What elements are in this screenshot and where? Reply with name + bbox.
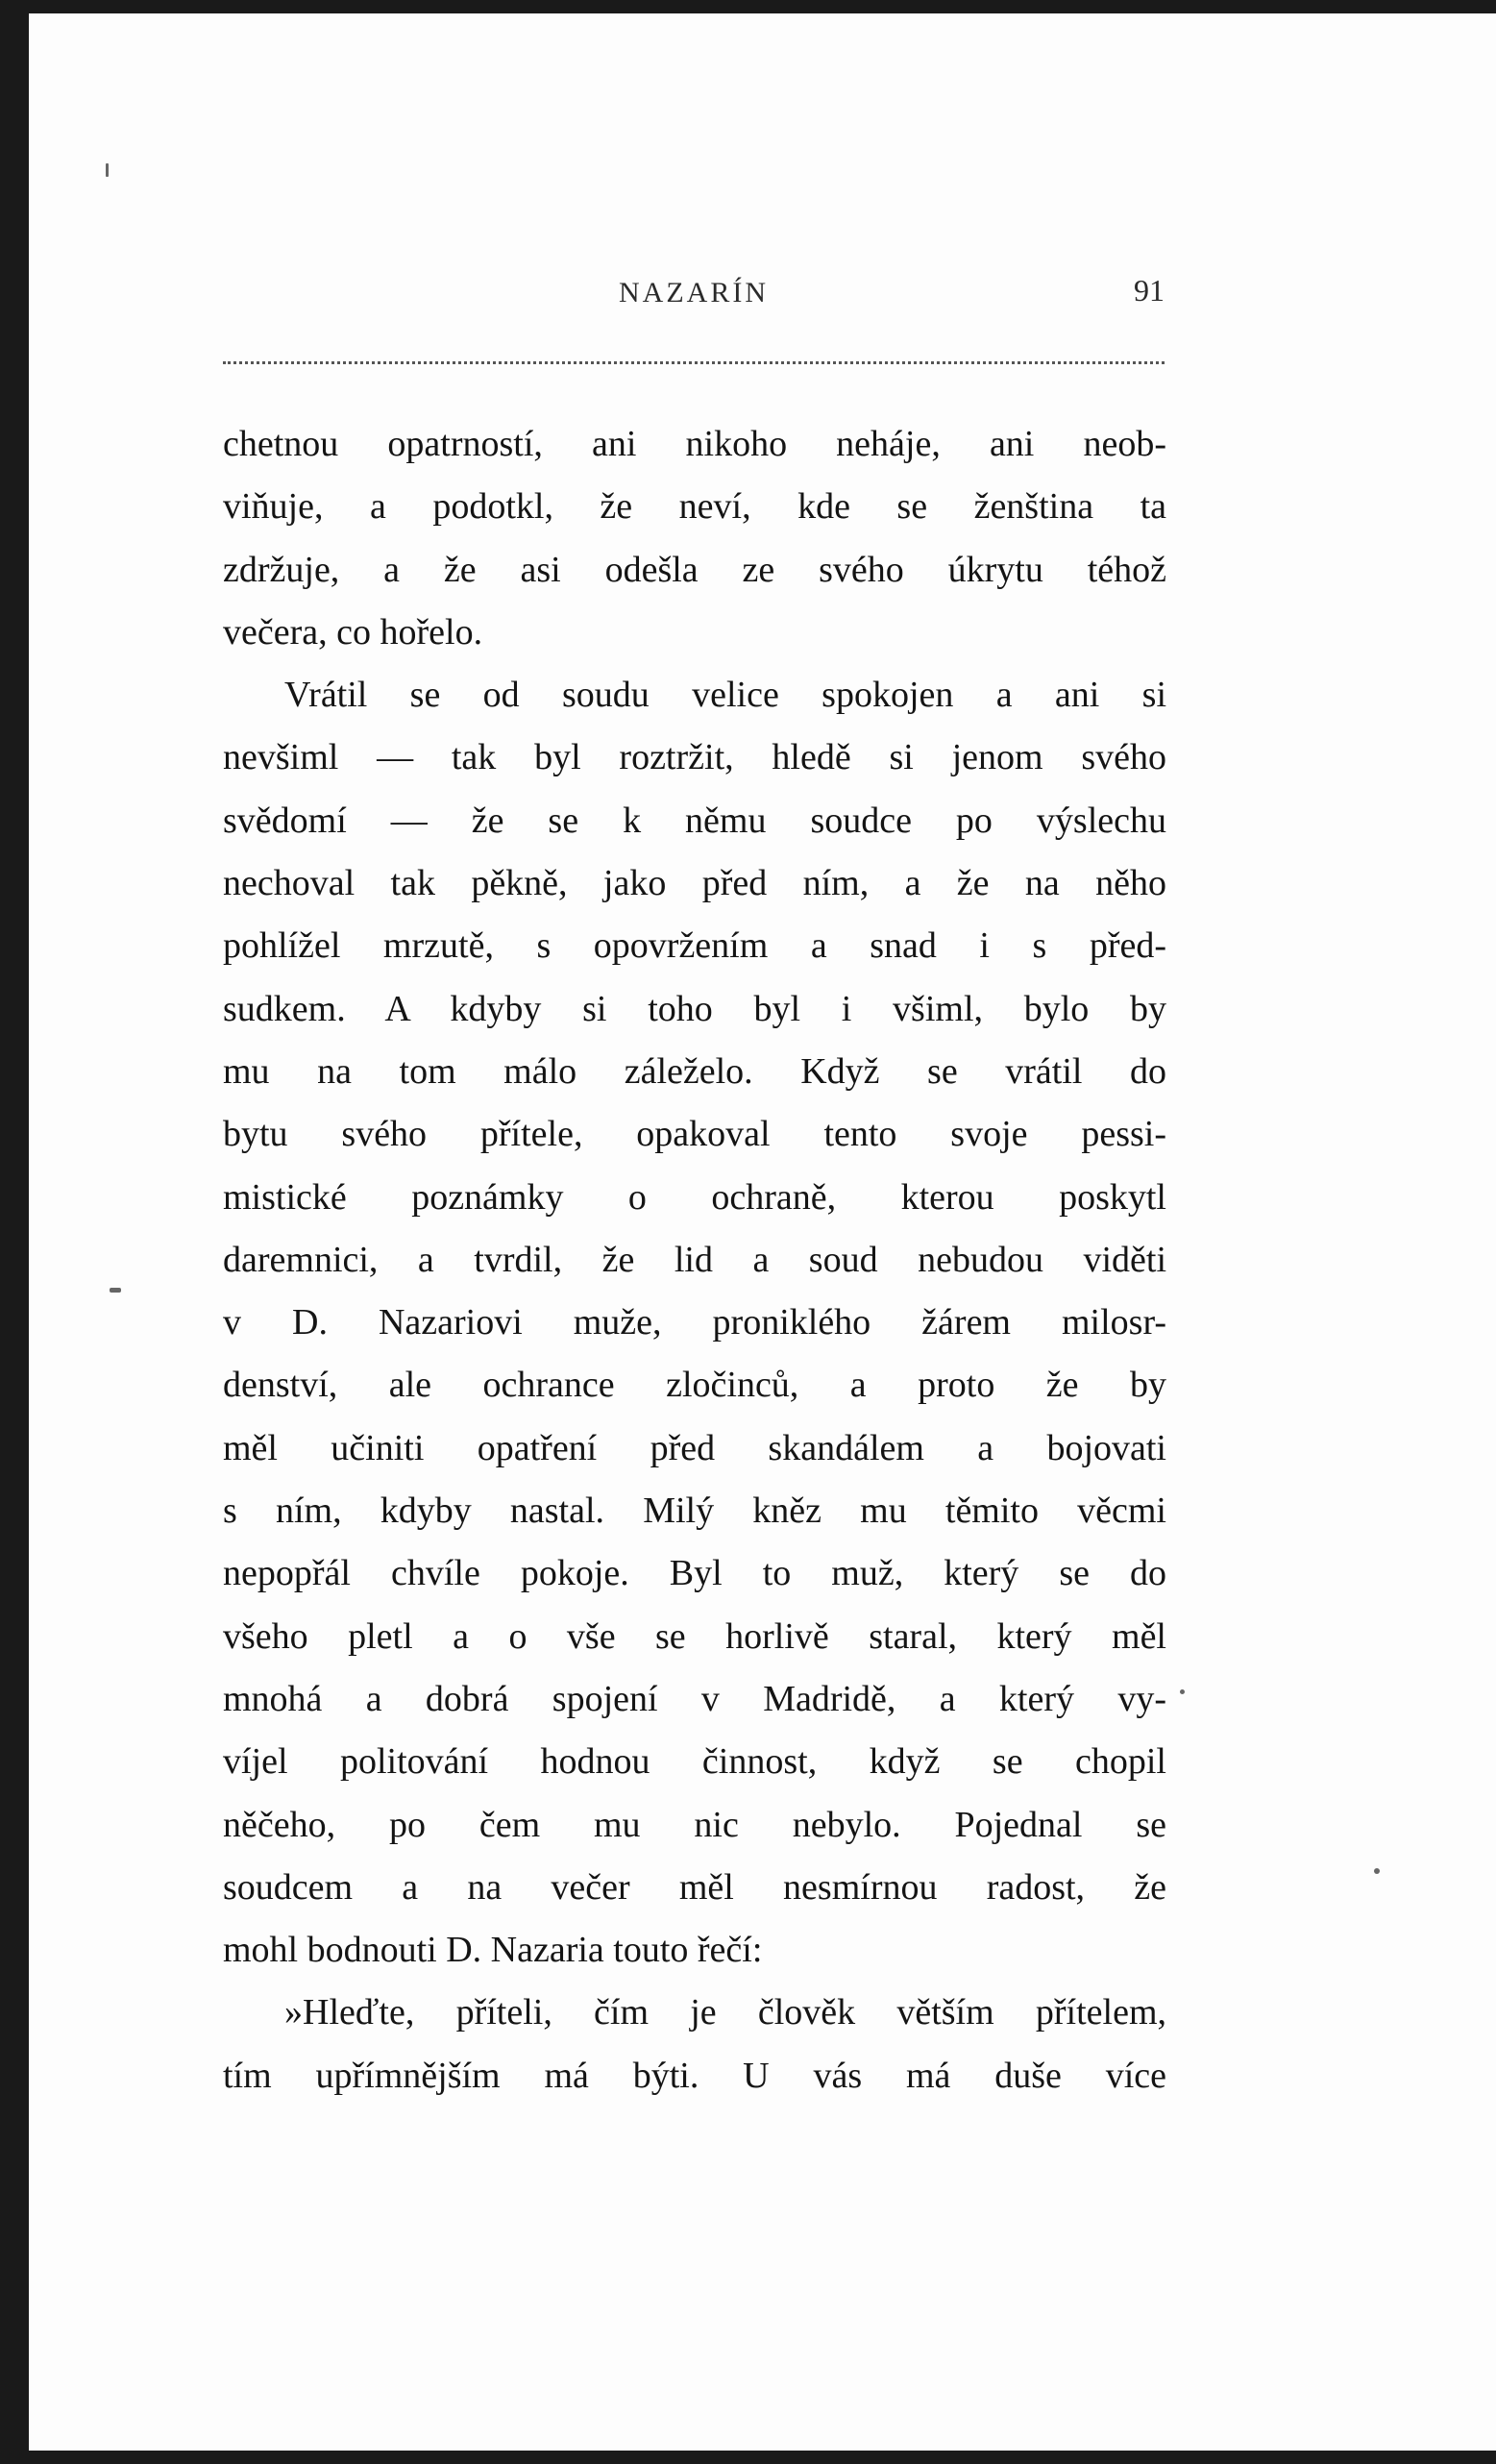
text-line: mnohá a dobrá spojení v Madridě, a který vy-: [223, 1678, 1166, 1719]
text-line: pohlížel mrzutě, s opovržením a snad i s před-: [223, 925, 1166, 967]
text-line: všeho pletl a o vše se horlivě staral, který měl: [223, 1615, 1166, 1657]
text-line: s ním, kdyby nastal. Milý kněz mu těmito věcmi: [223, 1491, 1166, 1532]
text-line: něčeho, po čem mu nic nebylo. Pojednal se: [223, 1804, 1166, 1845]
paragraph: [223, 1982, 1166, 2107]
text-line: mistické poznámky o ochraně, kterou poskytl: [223, 1176, 1166, 1218]
text-line: mohl bodnouti D. Nazaria touto řečí:: [223, 1930, 763, 1971]
running-header: [223, 271, 1165, 319]
text-line: Vrátil se od soudu velice spokojen a ani si: [284, 675, 1166, 716]
body-text: [223, 413, 1166, 2107]
text-line: mu na tom málo záleželo. Když se vrátil do: [223, 1050, 1166, 1092]
paragraph: [223, 413, 1166, 664]
text-line: nevšiml — tak byl roztržit, hledě si jenom svého: [223, 737, 1166, 778]
text-line: denství, ale ochrance zločinců, a proto že by: [223, 1365, 1166, 1406]
book-binding-edge: [0, 0, 29, 2464]
text-line: viňuje, a podotkl, že neví, kde se ženština ta: [223, 486, 1166, 528]
text-line: v D. Nazariovi muže, proniklého žárem milosr-: [223, 1302, 1166, 1343]
scan-bottom-edge: [0, 2451, 1496, 2464]
text-line: nechoval tak pěkně, jako před ním, a že na něho: [223, 863, 1166, 904]
text-line: víjel politování hodnou činnost, když se chopil: [223, 1741, 1166, 1783]
scan-top-edge: [0, 0, 1496, 13]
text-line: tím upřímnějším má býti. U vás má duše více: [223, 2055, 1166, 2096]
text-line: zdržuje, a že asi odešla ze svého úkrytu téhož: [223, 549, 1166, 590]
text-line: nepopřál chvíle pokoje. Byl to muž, který se do: [223, 1553, 1166, 1594]
text-line: bytu svého přítele, opakoval tento svoje pessi-: [223, 1114, 1166, 1155]
paragraph: [223, 664, 1166, 1982]
text-line: »Hleďte, příteli, čím je člověk větším přítelem,: [284, 1992, 1166, 2033]
scan-speck: [1374, 1868, 1380, 1874]
text-line: večera, co hořelo.: [223, 611, 483, 653]
text-line: svědomí — že se k němu soudce po výslechu: [223, 800, 1166, 841]
scan-speck: [110, 1288, 121, 1293]
text-line: sudkem. A kdyby si toho byl i všiml, bylo by: [223, 988, 1166, 1029]
text-line: chetnou opatrností, ani nikoho neháje, ani neob-: [223, 424, 1166, 464]
page-number: 91: [1134, 273, 1165, 308]
page-title: NAZARÍN: [619, 277, 769, 308]
text-line: měl učiniti opatření před skandálem a bojovati: [223, 1427, 1166, 1468]
header-divider: [223, 361, 1165, 364]
text-line: daremnici, a tvrdil, že lid a soud nebudou viděti: [223, 1239, 1166, 1280]
text-line: soudcem a na večer měl nesmírnou radost, že: [223, 1866, 1166, 1908]
scan-speck: [106, 163, 109, 177]
scan-speck: [1180, 1689, 1185, 1694]
